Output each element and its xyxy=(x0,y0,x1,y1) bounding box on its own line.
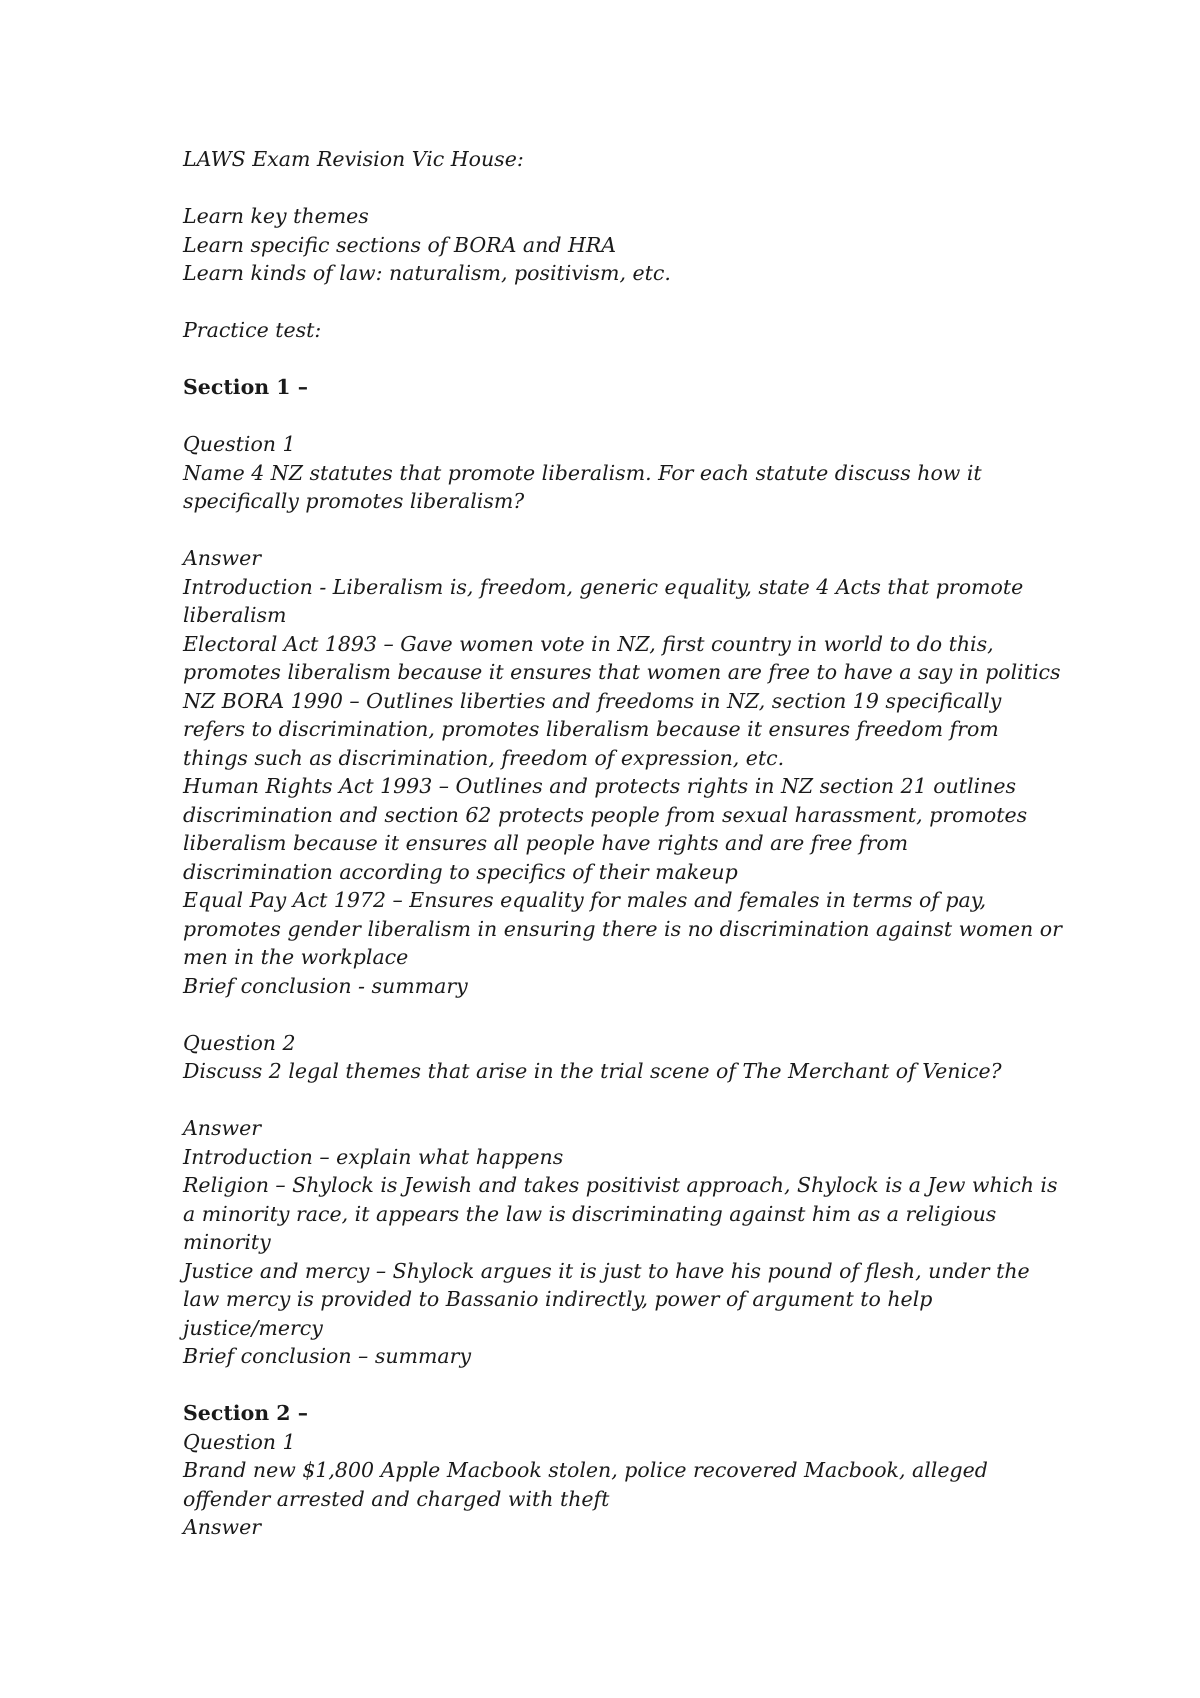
answer-line: Introduction - Liberalism is, freedom, generic equality, state 4 Acts that promote liberalism xyxy=(183,574,1024,627)
practice-label: Practice test: xyxy=(183,318,322,342)
section-1-question-1-answer-label: Answer xyxy=(183,546,262,570)
spacer xyxy=(183,1371,1063,1400)
section-1-question-2-label: Question 2 xyxy=(183,1030,296,1055)
section-1-question-1-label: Question 1 xyxy=(183,432,296,456)
section-1-heading: Section 1 – xyxy=(183,375,308,399)
section-1-question-2-text: Discuss 2 legal themes that arise in the trial scene of The Merchant of Venice? xyxy=(183,1059,1002,1083)
section-2-question-1-text: Brand new $1,800 Apple Macbook stolen, police recovered Macbook, alleged offender arrested and charged with theft xyxy=(183,1458,988,1511)
answer-line: Brief conclusion – summary xyxy=(183,1344,472,1368)
spacer xyxy=(183,516,1063,545)
document-page xyxy=(183,145,1063,1542)
answer-line: Religion – Shylock is Jewish and takes positivist approach, Shylock is a Jew which is a minority race, it appears the law is discriminating against him as a religious minority xyxy=(183,1173,1058,1254)
answer-line: Brief conclusion - summary xyxy=(183,973,468,998)
section-2-heading: Section 2 – xyxy=(183,1401,308,1425)
answer-line: Justice and mercy – Shylock argues it is just to have his pound of flesh, under the law mercy is provided to Bassanio indirectly, power of argument to help justice/mercy xyxy=(183,1258,1030,1340)
learn-item: Learn specific sections of BORA and HRA xyxy=(183,232,617,257)
section-2-question-1-answer-label: Answer xyxy=(183,1515,262,1539)
spacer xyxy=(183,345,1063,374)
learn-item: Learn kinds of law: naturalism, positivism, etc. xyxy=(183,261,671,285)
section-1-question-2-answer-label: Answer xyxy=(183,1116,262,1140)
spacer xyxy=(183,174,1063,203)
answer-line: Electoral Act 1893 – Gave women vote in NZ, first country in world to do this, promotes liberalism because it ensures that women are free to have a say in politics xyxy=(183,631,1061,684)
spacer xyxy=(183,1000,1063,1029)
spacer xyxy=(183,402,1063,431)
spacer xyxy=(183,1086,1063,1115)
learn-item: Learn key themes xyxy=(183,204,369,228)
section-1-question-1-text: Name 4 NZ statutes that promote liberalism. For each statute discuss how it specifically promotes liberalism? xyxy=(183,460,982,513)
answer-line: Introduction – explain what happens xyxy=(183,1144,564,1169)
spacer xyxy=(183,288,1063,317)
answer-line: Human Rights Act 1993 – Outlines and protects rights in NZ section 21 outlines discrimination and section 62 protects people from sexual harassment, promotes liberalism because it ensures all people have rights and are free from discrimination according to specifics of their makeup xyxy=(183,774,1028,884)
answer-line: NZ BORA 1990 – Outlines liberties and freedoms in NZ, section 19 specifically refers to discrimination, promotes liberalism because it ensures freedom from things such as discrimination, freedom of expression, etc. xyxy=(183,688,1002,770)
section-2-question-1-label: Question 1 xyxy=(183,1429,296,1454)
answer-line: Equal Pay Act 1972 – Ensures equality for males and females in terms of pay, promotes gender liberalism in ensuring there is no discrimination against women or men in the workplace xyxy=(183,888,1062,969)
document-title: LAWS Exam Revision Vic House: xyxy=(183,147,524,171)
